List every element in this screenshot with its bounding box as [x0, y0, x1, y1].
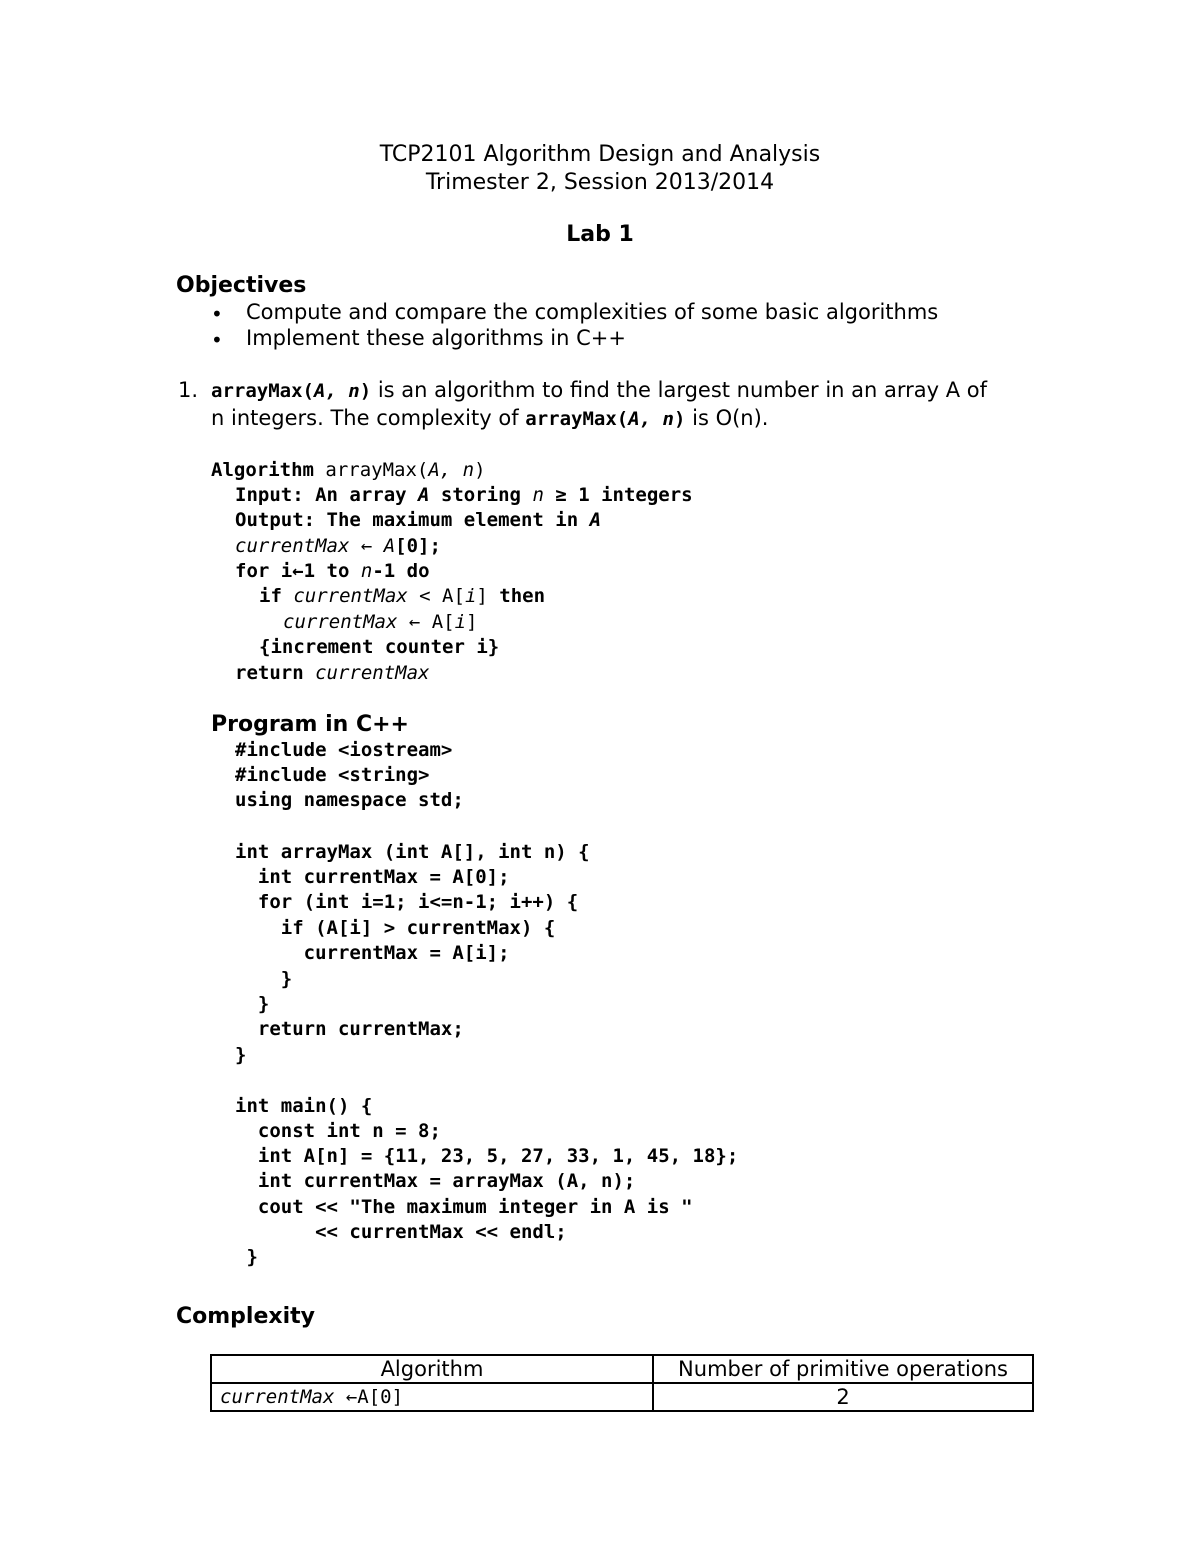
func-args: A, n	[628, 408, 674, 430]
code-line: int arrayMax (int A[], int n) {	[235, 841, 590, 863]
pseudocode-if	[259, 585, 545, 607]
question-number: 1.	[178, 378, 199, 402]
pseudocode-signature	[211, 459, 486, 481]
code-line: }	[235, 968, 293, 990]
code-line: int currentMax = A[0];	[235, 866, 510, 888]
complexity-heading: Complexity	[176, 1304, 315, 1329]
objective-item: Implement these algorithms in C++	[246, 326, 626, 350]
code-line: #include <iostream>	[235, 739, 453, 761]
keyword: Algorithm	[211, 459, 314, 481]
keyword: Input:	[235, 484, 304, 506]
pseudo-text: ← A[	[397, 611, 455, 633]
func-close: )	[674, 408, 686, 430]
question-text-line-2	[211, 406, 768, 431]
code-line: int A[n] = {11, 23, 5, 27, 33, 1, 45, 18};	[235, 1145, 739, 1167]
table-header-operations: Number of primitive operations	[653, 1355, 1033, 1383]
code-line: #include <string>	[235, 764, 430, 786]
pseudo-text: -1	[372, 560, 407, 582]
pseudo-var: currentMax	[283, 611, 398, 633]
func-name: arrayMax(	[525, 408, 629, 430]
keyword: Output:	[235, 509, 316, 531]
complexity-table	[210, 1354, 1034, 1412]
table-cell-algorithm	[211, 1383, 653, 1411]
pseudo-var: i	[454, 611, 467, 633]
question-text: n integers. The complexity of	[211, 406, 526, 430]
bullet-icon: •	[211, 328, 223, 352]
pseudocode-increment: {increment counter i}	[259, 636, 500, 658]
keyword: do	[406, 560, 430, 582]
pseudo-text: The maximum element in	[315, 509, 590, 531]
code-line: using namespace std;	[235, 789, 464, 811]
pseudocode-return	[235, 662, 429, 684]
keyword: to	[326, 560, 350, 582]
pseudo-text: storing	[429, 484, 533, 506]
session-line: Trimester 2, Session 2013/2014	[425, 170, 775, 195]
code-line: if (A[i] > currentMax) {	[235, 917, 556, 939]
keyword: return	[235, 662, 304, 684]
keyword: for	[235, 560, 270, 582]
pseudo-text: ←	[349, 535, 384, 557]
objective-item: Compute and compare the complexities of some basic algorithms	[246, 300, 939, 324]
pseudo-text: i←1	[269, 560, 327, 582]
pseudo-text: < A[	[407, 585, 465, 607]
code-line: for (int i=1; i<=n-1; i++) {	[235, 891, 579, 913]
question-text: is an algorithm to find the largest number in an array A of	[371, 378, 988, 402]
code-line: }	[235, 1246, 258, 1268]
pseudo-var: A	[589, 509, 602, 531]
question-text-line-1	[211, 378, 987, 403]
pseudo-text: arrayMax(	[313, 459, 429, 481]
pseudo-var: currentMax	[220, 1386, 335, 1408]
table-row	[211, 1383, 1033, 1411]
pseudocode-body	[283, 611, 478, 633]
pseudo-text: ←A[0]	[334, 1386, 404, 1408]
table-header-algorithm: Algorithm	[211, 1355, 653, 1383]
pseudo-text: An array	[303, 484, 419, 506]
pseudo-text: [0];	[395, 535, 441, 557]
pseudo-text: ]	[476, 585, 500, 607]
pseudo-var: A, n	[428, 459, 475, 481]
pseudo-var: n	[349, 560, 373, 582]
code-line: const int n = 8;	[235, 1120, 441, 1142]
code-line: return currentMax;	[235, 1018, 464, 1040]
pseudocode-output	[235, 509, 601, 531]
func-close: )	[359, 380, 372, 402]
pseudo-var: A	[418, 484, 430, 506]
pseudo-text: ≥ 1 integers	[543, 484, 693, 506]
pseudo-var: i	[464, 585, 477, 607]
pseudocode-assign	[235, 535, 441, 557]
code-line: }	[235, 993, 270, 1015]
keyword: if	[259, 585, 282, 607]
pseudocode-for	[235, 560, 430, 582]
pseudo-text: )	[474, 459, 486, 481]
code-line: }	[235, 1044, 247, 1066]
pseudo-var: n	[532, 484, 544, 506]
pseudo-var: currentMax	[235, 535, 350, 557]
keyword: then	[499, 585, 546, 607]
pseudo-text: ]	[466, 611, 478, 633]
table-header-row	[211, 1355, 1033, 1383]
question-text: is O(n).	[685, 406, 769, 430]
func-args: A, n	[313, 380, 360, 402]
objectives-heading: Objectives	[176, 273, 307, 298]
pseudo-var: currentMax	[303, 662, 430, 684]
bullet-icon: •	[211, 302, 223, 326]
code-line: int main() {	[235, 1095, 373, 1117]
pseudocode-input	[235, 484, 693, 506]
func-name: arrayMax(	[211, 380, 314, 402]
pseudo-var: currentMax	[281, 585, 408, 607]
code-line: currentMax = A[i];	[235, 942, 510, 964]
pseudo-var: A	[383, 535, 396, 557]
code-line: << currentMax << endl;	[235, 1221, 567, 1243]
table-cell-operations: 2	[653, 1383, 1033, 1411]
program-heading: Program in C++	[211, 712, 409, 737]
code-line: cout << "The maximum integer in A is "	[235, 1196, 693, 1218]
lab-title: Lab 1	[566, 222, 634, 247]
code-line: int currentMax = arrayMax (A, n);	[235, 1170, 636, 1192]
course-title: TCP2101 Algorithm Design and Analysis	[379, 142, 821, 167]
